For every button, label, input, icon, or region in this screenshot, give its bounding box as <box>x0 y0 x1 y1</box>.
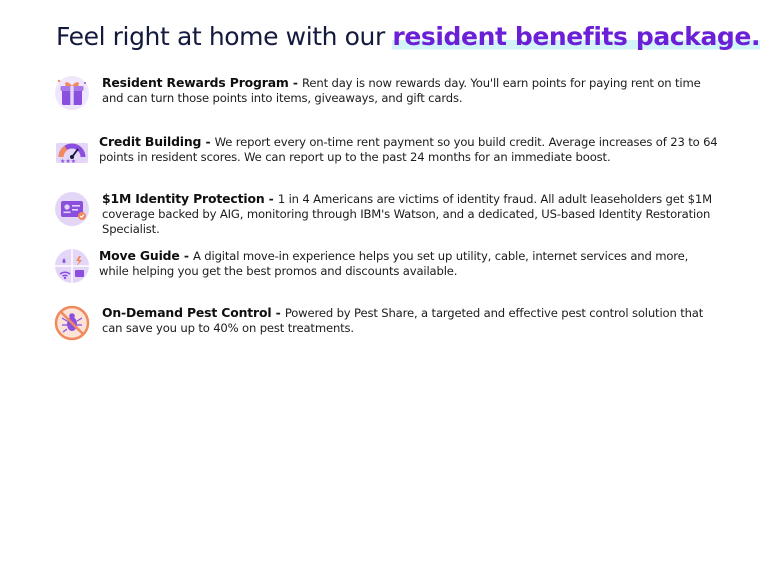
credit-gauge-icon <box>54 134 90 170</box>
svg-text:★★★: ★★★ <box>60 158 77 165</box>
benefit-description: Powered by Pest Share, a targeted and effective pest control solution that can save you up to 40% on pest treatments. <box>102 306 704 335</box>
headline-highlight: resident benefits package. <box>392 22 761 51</box>
benefit-separator: - <box>271 305 285 320</box>
benefit-text <box>102 305 722 336</box>
benefit-description: We report every on-time rent payment so you build credit. Average increases of 23 to 64 points in resident scores. We can report up to the past 24 months for an immediate boost. <box>99 135 718 164</box>
utilities-icon <box>54 248 90 284</box>
benefit-separator: - <box>201 134 215 149</box>
benefit-title: Resident Rewards Program <box>102 75 289 90</box>
benefit-text <box>102 75 722 106</box>
benefit-title: On-Demand Pest Control <box>102 305 272 320</box>
benefit-text <box>99 248 719 279</box>
benefit-description: Rent day is now rewards day. You'll earn points for paying rent on time and can turn those points into items, giveaways, and gift cards. <box>102 76 701 105</box>
benefit-separator: - <box>288 75 303 90</box>
page-headline <box>56 20 761 54</box>
benefit-title: Move Guide <box>99 248 180 263</box>
id-card-icon <box>54 191 90 227</box>
headline-lead: Feel right at home with our <box>56 22 393 51</box>
no-bugs-icon <box>54 305 90 341</box>
benefit-description: A digital move-in experience helps you set up utility, cable, internet services and more, while helping you get the best promos and discounts available. <box>99 249 689 278</box>
benefit-separator: - <box>264 191 278 206</box>
benefit-title: Credit Building <box>99 134 202 149</box>
benefit-description: 1 in 4 Americans are victims of identity fraud. All adult leaseholders get $1M coverage backed by AIG, monitoring through IBM's Watson, and a dedicated, US-based Identity Restoration Specialist. <box>102 192 712 236</box>
benefit-text <box>102 191 722 237</box>
benefit-separator: - <box>179 248 193 263</box>
gift-icon <box>54 75 90 111</box>
benefit-title: $1M Identity Protection <box>102 191 265 206</box>
benefit-text <box>99 134 719 165</box>
